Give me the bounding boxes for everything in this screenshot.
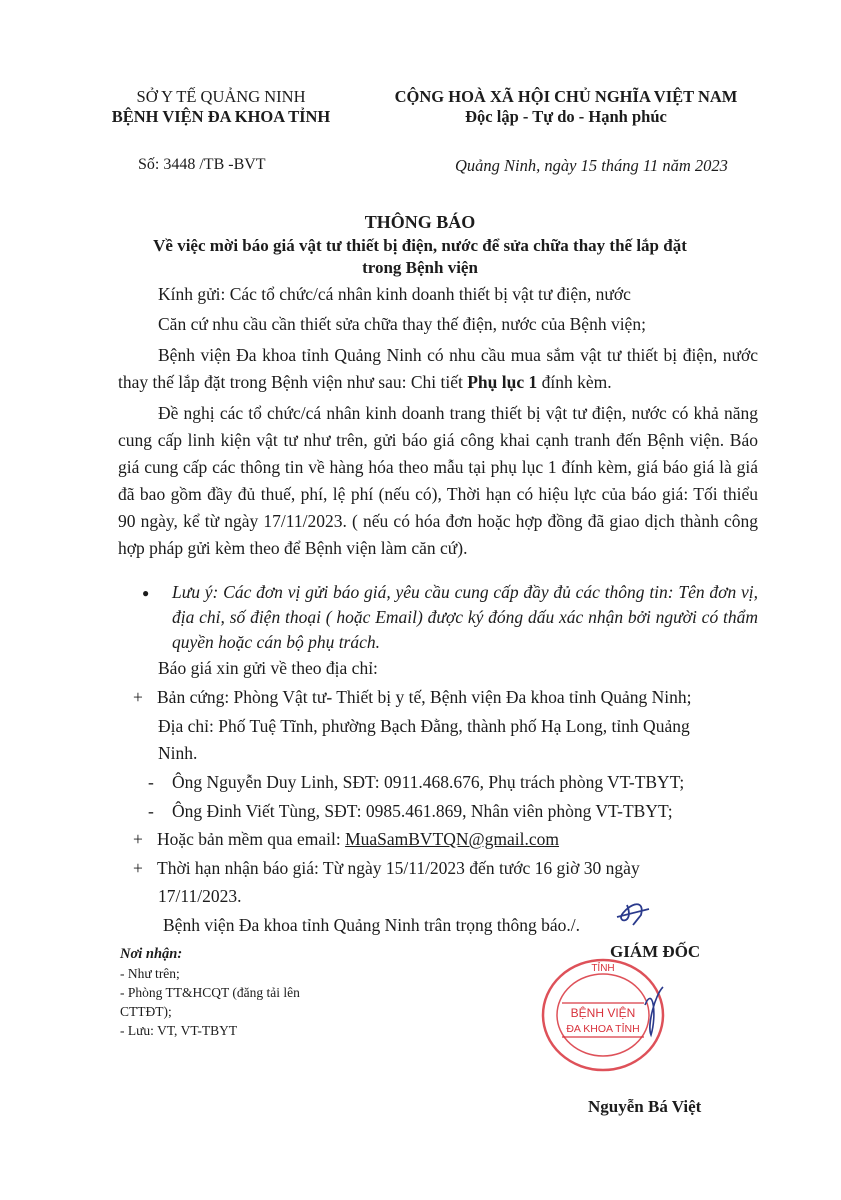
department-name: SỞ Y TẾ QUẢNG NINH: [136, 87, 306, 106]
email-line: [133, 826, 763, 853]
plus-marker: +: [133, 829, 143, 849]
hard-copy-text: Bản cứng: Phòng Vật tư- Thiết bị y tế, Bệnh viện Đa khoa tỉnh Quảng Ninh;: [157, 687, 692, 707]
dash-marker: -: [148, 801, 154, 821]
title-subject-line2: trong Bệnh viện: [362, 258, 478, 277]
need-text: Bệnh viện Đa khoa tỉnh Quảng Ninh có nhu cầu mua sắm vật tư thiết bị điện, nước thay thế lắp đặt trong Bệnh viện như sau: Chi tiết: [118, 345, 758, 392]
bullet-icon: ●: [142, 586, 150, 600]
recipient-item: - Phòng TT&HCQT (đăng tải lên CTTĐT);: [120, 985, 300, 1019]
request-paragraph: Đề nghị các tổ chức/cá nhân kinh doanh trang thiết bị vật tư điện, nước có khả năng cung cấp linh kiện vật tư như trên, gửi báo giá công khai cạnh tranh đến Bệnh viện. Báo giá cung cấp các thông tin về hàng hóa theo mẫu tại phụ lục 1 đính kèm, giá báo giá là giá đã bao gồm đầy đủ thuế, phí, lệ phí (nếu có), Thời hạn có hiệu lực của báo giá: Tối thiểu 90 ngày, kể từ ngày 17/11/2023. ( nếu có hóa đơn hoặc hợp đồng đã giao dịch thành công hợp pháp gửi kèm theo để Bệnh viện làm căn cứ).: [118, 403, 758, 558]
basis-paragraph: Căn cứ nhu cầu cần thiết sửa chữa thay thế điện, nước của Bệnh viện;: [158, 314, 646, 334]
title-subject-line1: Về việc mời báo giá vật tư thiết bị điện, nước để sửa chữa thay thế lắp đặt: [153, 236, 687, 255]
contact-2: Ông Đinh Viết Tùng, SĐT: 0985.461.869, Nhân viên phòng VT-TBYT;: [172, 801, 673, 821]
issuer-header: [96, 87, 346, 127]
title-main: THÔNG BÁO: [364, 212, 476, 232]
national-motto: Độc lập - Tự do - Hạnh phúc: [465, 107, 667, 126]
handwritten-signature: [605, 895, 675, 1045]
deadline-line2: 17/11/2023.: [158, 886, 242, 906]
hard-copy-line: [133, 684, 763, 711]
greeting: Kính gửi: Các tổ chức/cá nhân kinh doanh thiết bị vật tư điện, nước: [158, 284, 631, 304]
recipient-item: - Lưu: VT, VT-TBYT: [120, 1023, 238, 1038]
appendix-reference: Phụ lục 1: [467, 372, 538, 392]
seal-text-1: BỆNH VIỆN: [570, 1006, 636, 1020]
contact-line-2: [148, 798, 673, 825]
need-paragraph: [118, 342, 758, 396]
seal-text-2: ĐA KHOA TỈNH: [566, 1023, 640, 1035]
national-header: [356, 87, 776, 127]
note-text: Lưu ý: Các đơn vị gửi báo giá, yêu cầu cung cấp đầy đủ các thông tin: Tên đơn vị, địa chỉ, số điện thoại ( hoặc Email) được ký đóng dấu xác nhận bởi người có thẩm quyền hoặc cán bộ phụ trách.: [172, 582, 758, 652]
deadline-line: [133, 855, 763, 882]
contact-line-1: [148, 769, 684, 796]
email-prefix: Hoặc bản mềm qua email:: [157, 829, 346, 849]
country-name: CỘNG HOÀ XÃ HỘI CHỦ NGHĨA VIỆT NAM: [394, 87, 738, 106]
document-number: Số: 3448 /TB -BVT: [138, 156, 266, 173]
address-line2: Ninh.: [158, 743, 198, 763]
address-line1: Địa chỉ: Phố Tuệ Tĩnh, phường Bạch Đằng, thành phố Hạ Long, tỉnh Quảng: [158, 716, 690, 736]
recipients-block: [120, 945, 350, 1040]
seal-top-text: TỈNH: [591, 963, 615, 974]
hospital-name: BỆNH VIỆN ĐA KHOA TỈNH: [111, 107, 331, 126]
note-block: [142, 580, 758, 655]
recipients-title: Nơi nhận:: [120, 946, 183, 962]
email-link[interactable]: MuaSamBVTQN@gmail.com: [345, 829, 560, 849]
send-to-label: Báo giá xin gửi về theo địa chỉ:: [158, 658, 378, 678]
plus-marker: +: [133, 687, 143, 707]
contact-1: Ông Nguyễn Duy Linh, SĐT: 0911.468.676, Phụ trách phòng VT-TBYT;: [172, 772, 685, 792]
document-date: Quảng Ninh, ngày 15 tháng 11 năm 2023: [455, 156, 728, 175]
recipient-item: - Như trên;: [120, 966, 180, 981]
need-text-end: đính kèm.: [537, 372, 612, 392]
deadline-text-1: Thời hạn nhận báo giá: Từ ngày 15/11/2023 đến tước 16 giờ 30 ngày: [157, 858, 640, 878]
signer-title: GIÁM ĐỐC: [610, 942, 701, 961]
document-title: [110, 211, 730, 279]
closing-line: Bệnh viện Đa khoa tỉnh Quảng Ninh trân trọng thông báo./.: [163, 915, 581, 935]
signer-name: Nguyễn Bá Việt: [588, 1097, 702, 1116]
dash-marker: -: [148, 772, 154, 792]
plus-marker: +: [133, 858, 143, 878]
title-subject: [110, 235, 730, 279]
